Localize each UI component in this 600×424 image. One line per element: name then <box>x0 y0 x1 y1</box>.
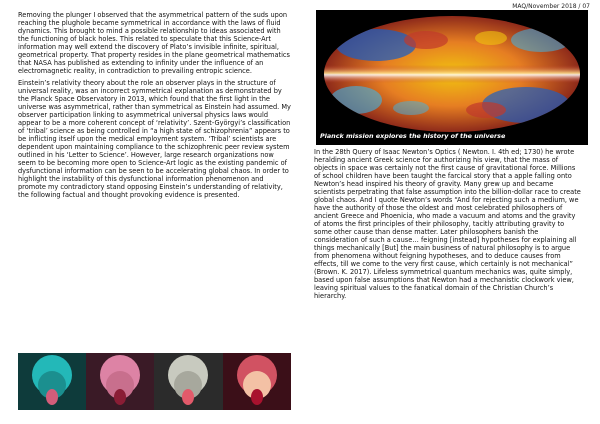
planck-sky-map-figure <box>316 10 588 145</box>
left-paragraph-2: Einstein’s relativity theory about the role an observer plays in the structure of universal reality, was an incorrect symmetrical explanation as demonstrated by the Planck Space Observatory in 2013, which found that the first light in the universe was asymmetrical, rather than symmetrical as Einstein had assumed. My observer participation linking to asymmetrical universal physics laws would appear to be a more coherent concept of ‘relativity’. Szent-Györgyi’s classification of ‘tribal’ science as being controlled in “a high state of schizophrenia” appears to be inflicting itself upon the medical employment system. ‘Tribal’ scientists are dependent upon maintaining compliance to the schizophrenic peer review system outlined in his ‘Letter to Science’. However, large research organizations now seem to be becoming more open to Science-Art logic as the existing pandemic of dysfunctional information can be seen to be accelerating global chaos. In order to highlight the instability of this dysfunctional information phenomenon and promote my contradictory stand opposing Einstein’s understanding of relativity, the following factual and thought provoking evidence is presented. <box>18 79 291 199</box>
left-paragraph-1: Removing the plunger I observed that the asymmetrical pattern of the suds upon reaching the plughole became symmetrical in accordance with the laws of fluid dynamics. This brought to mind a possible relationship to ideas associated with the functioning of black holes. This related to speculate that this Science-Art information may well extend the discovery of Plato’s invisible infinite, spiritual, geometrical property. That property resides in the plane geometrical mathematics that NASA has published as extending to infinity under the influence of an electromagnetic reality, in contradiction to prevailing entropic science. <box>18 11 290 75</box>
right-column <box>314 148 582 300</box>
einstein-pop-art-figure <box>18 353 291 410</box>
einstein-portraits <box>18 353 291 410</box>
left-column <box>18 11 291 199</box>
planck-sky-map <box>316 10 588 145</box>
galactic-plane-band <box>316 65 588 83</box>
planck-caption: Planck mission explores the history of the universe <box>320 132 506 140</box>
right-paragraph-1: In the 28th Query of Isaac Newton’s Optics ( Newton. I. 4th ed; 1730) he wrote heralding ancient Greek science for authorizing his view, that the mass of objects in space was certainly not the first cause of gravitational force. Millions of school children have been taught the farcical story that a apple falling onto Newton’s head inspired his theory of gravity. Many grew up and became scientists perpetrating that false assumption into the billion-dollar race to create global chaos. And I quote Newton’s words “And for rejecting such a medium, we have the authority of those the oldest and most celebrated philosophers of ancient Greece and Phoenicia, who made a vacuum and atoms and the gravity of atoms the first principles of their philosophy, tacitly attributing gravity to some other cause than dense matter. Later philosophers banish the consideration of such a cause… feigning [instead] hypotheses for explaining all things mechanically [But] the main business of natural philosophy is to argue from phenomena without feigning hypotheses, and to deduce causes from effects, till we come to the very first cause, which certainly is not mechanical” (Brown. K. 2017). Lifeless symmetrical quantum mechanics was, quite simply, based upon false assumptions that Newton had a mechanistic clockwork view, leaving spiritual values to the fanatical domain of the Christian Church’s hierarchy. <box>314 148 581 300</box>
page-header: MAQ/November 2018 / 07 <box>512 3 590 10</box>
